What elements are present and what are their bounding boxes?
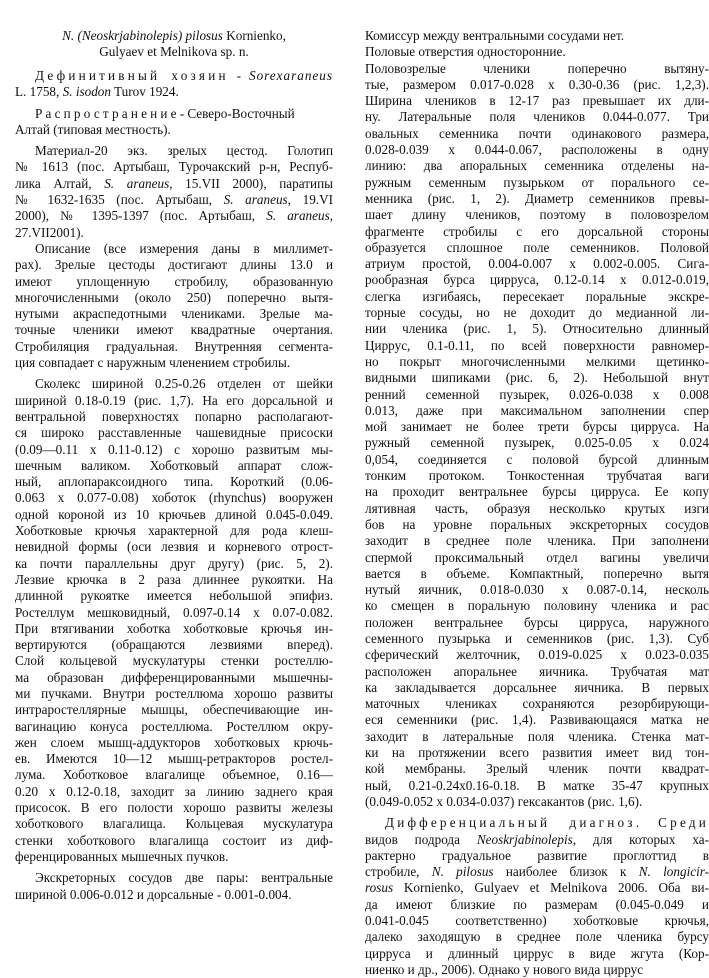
diagnosis-text: Среди [658, 815, 709, 831]
text-line: (0.09—0.11 x 0.11-0.12) с хорошо развитым мы- [15, 441, 333, 457]
text-line [365, 880, 709, 896]
diagnosis-label: Дифференциальный диагноз. [385, 815, 643, 831]
text-line: ференцированных мышечных пучков. [15, 848, 229, 864]
segments-paragraph [365, 61, 709, 811]
text-fragment: наиболее близок к [493, 864, 639, 880]
text-line: маточных члениках сохраняются резорбирующи- [365, 696, 709, 712]
text-line: Половозрелые членики поперечно вытяну- [365, 60, 709, 76]
text-line: 0.013, даже при максимальном заполнении спер [365, 402, 709, 418]
text-fragment: , 15.VII 2000), паратипы [169, 175, 334, 191]
text-line [365, 815, 709, 831]
text-line: шириной 0.006-0.012 и дорсальные - 0.001-0.004. [15, 886, 292, 902]
text-line: фрагменте стробилы с его дорсальной стороны [365, 223, 709, 239]
text-line: присосок. В его полости хорошо развиты железы [15, 800, 333, 816]
text-line: лятивная часть, образуя несколько крутых изги [365, 500, 709, 516]
text-line: да имеют близкие по размерам (0.045-0.049 и [365, 896, 709, 912]
text-line: одной короной из 10 крючьев длиной 0.045-0.049. [15, 506, 333, 522]
text-line: тонким протоком. Тонкостенная трубчатая ваги [365, 468, 709, 484]
text-line: ма образован дифференцированными мышечны- [15, 669, 333, 685]
text-line: шечным валиком. Хоботковый аппарат слож- [15, 457, 333, 473]
text-line: ный, аплопараксоидного типа. Короткий (0.06- [15, 474, 333, 490]
right-column [365, 0, 709, 978]
text-fragment: 2000), № 1395-1397 (пос. Артыбаш, [15, 208, 267, 224]
text-line: ренний семенной пузырек, 0.026-0.038 x 0.008 [365, 386, 709, 402]
text-line [365, 832, 709, 848]
host-paragraph [15, 68, 333, 101]
text-line: (0.049-0.052 x 0.034-0.037) гексакантов (рис. 1,6). [365, 793, 643, 809]
text-fragment: , для которых ха- [572, 831, 709, 847]
text-line: Ростеллум мешковидный, 0.097-0.14 x 0.07-0.082. [15, 604, 333, 620]
text-line: овальных семенника почти одинакового размера, [365, 125, 709, 141]
text-line: ев. Имеются 10—12 мышц-ретракторов ростел- [15, 751, 333, 767]
text-line [15, 106, 333, 122]
text-line: слегка изгибаясь, пересекает поральные экскре- [365, 288, 709, 304]
commissure-paragraph [365, 28, 709, 61]
text-line: расположен апоральнее яичника. Трубчатая мат [365, 663, 709, 679]
separator: - [228, 68, 249, 83]
text-line: рообразная бурса цирруса, 0.12-0.14 x 0.012-0.019, [365, 272, 709, 288]
host-species: Sorexaraneus [248, 68, 333, 83]
text-line: ружный семенной пузырек, 0.025-0.05 x 0.024 [365, 435, 709, 451]
text-line: семенного пузырька и семенников (рис. 1,3). Суб [365, 630, 709, 646]
text-line: спермой проксимальный отдел вагины увеличи [365, 549, 709, 565]
text-line: но покрыт многочисленными мелкими щетинко- [365, 353, 709, 369]
text-line: 0,054, соединяется с половой бурсой длинным [365, 451, 709, 467]
distribution-text: Северо-Восточный [187, 105, 295, 121]
title-line-2: Gulyaev et Melnikova sp. n. [99, 44, 249, 59]
text-line: Хоботковые крючья характерной для рода клеш- [15, 523, 333, 539]
text-line: Половые отверстия односторонние. [365, 44, 566, 60]
text-line: стенки хоботкового влагалища состоит из диф- [15, 832, 333, 848]
scolex-paragraph [15, 376, 333, 865]
text-line: точные членики имеют квадратные очертания. [15, 322, 333, 338]
text-line: 0.041-0.045 соответственно) хоботковые крючья, [365, 913, 709, 929]
text-line: Алтай (типовая местность). [15, 121, 171, 137]
text-fragment: видов подрода [365, 831, 477, 847]
text-line: Циррус, 0.1-0.11, по всей поверхности равномер- [365, 337, 709, 353]
text-line: цирруса и длинный циррус в виде жгута (Кор- [365, 945, 709, 961]
text-line: атриум простой, 0.004-0.007 x 0.002-0.005. Сига- [365, 256, 709, 272]
text-fragment: № 1632-1635 (пос. Артыбаш, [15, 192, 224, 208]
text-line: имеют уплощенную стробилу, образованную [15, 273, 333, 289]
text-line: на проходит вентральнее бурсы цирруса. Ее копу [365, 484, 709, 500]
text-line: вается в объеме. Компактный, поперечно вытя [365, 565, 709, 581]
text-line: хоботкового влагалища. Кольцевая мускулатура [15, 816, 333, 832]
text-line: ну. Латеральные поля члеников 0.044-0.077. Три [365, 109, 709, 125]
text-line: Ширина члеников в 12-17 раз превышает их дли- [365, 93, 709, 109]
text-fragment: Kornienko, Gulyaev et Melnikova 2006. Оба ви- [393, 880, 709, 896]
material-paragraph [15, 143, 333, 241]
text-line: еся семенники (рис. 1,4). Развивающаяся матка не [365, 712, 709, 728]
text-fragment: лика Алтай, [15, 175, 105, 191]
species-name: N. pilosus [431, 864, 494, 880]
text-line: бов на уровне поральных экскреторных сосудов [365, 516, 709, 532]
text-line: заходит в латеральные поля членика. Стенка мат- [365, 728, 709, 744]
text-line: вагинацию конуса ростеллюма. Ростеллюм окру- [15, 718, 333, 734]
text-line: торные сосуды, но не доходит до медианной ли- [365, 305, 709, 321]
text-line: 27.VII2001). [15, 224, 84, 240]
species-name: rosus [365, 880, 394, 896]
text-line: ка почти параллельны друг другу) (рис. 5, 2). [15, 555, 333, 571]
text-line [15, 176, 333, 192]
host-species-2: S. isodon [62, 84, 111, 100]
text-line: 0.063 x 0.077-0.08) хоботок (rhynchus) вооружен [15, 490, 333, 506]
text-line: многочисленными (около 250) поперечно вытя- [15, 289, 333, 305]
text-line: тые, размером 0.017-0.028 x 0.30-0.36 (рис. 1,2,3). [365, 76, 709, 92]
text-line: лума. Хоботковое влагалище объемное, 0.16— [15, 767, 333, 783]
text-line: ция совпадает с наружным членением стробилы. [15, 355, 291, 371]
text-line: образуется сплошное поле семенников. Половой [365, 239, 709, 255]
text-line: 0.028-0.039 x 0.044-0.067, расположены в одну [365, 142, 709, 158]
text-line: нии членика (рис. 1, 5). Относительно длинный [365, 321, 709, 337]
text-line: интраростеллярные мышцы, обеспечивающие ин- [15, 702, 333, 718]
text-line: заходит в среднее поле членика. При заполнени [365, 533, 709, 549]
description-paragraph [15, 241, 333, 371]
species-name: Neoskrjabinolepis [476, 831, 573, 847]
text-line: менника (рис. 1, 2). Диаметр семенников превы- [365, 190, 709, 206]
text-line: ми пучками. Внутри ростеллюма хорошо развиты [15, 685, 333, 701]
text-line [15, 208, 333, 224]
title-line-1 [15, 28, 333, 44]
species-name: N. longicir- [638, 864, 709, 880]
text-line: При втягивании хоботка хоботковые крючья ин- [15, 620, 333, 636]
diagnosis-paragraph [365, 815, 709, 978]
text-line [15, 192, 333, 208]
text-line: видными шипиками (рис. 6, 2). Небольшой внут [365, 370, 709, 386]
left-column [15, 0, 333, 903]
text-line: ки на протяжении всего развития имеет вид тон- [365, 745, 709, 761]
text-line: рах). Зрелые цестоды достигают длины 13.0 и [15, 257, 333, 273]
text-line: Материал-20 экз. зрелых цестод. Голотип [35, 143, 333, 159]
species-name: S. araneus [266, 208, 330, 224]
text-line: 0.20 x 0.12-0.18, заходит за линию заднего края [15, 783, 333, 799]
distribution-label: Распространение- [35, 105, 188, 121]
distribution-paragraph [15, 106, 333, 139]
text-line: Описание (все измерения даны в миллимет- [35, 240, 333, 256]
species-name: S. araneus [104, 175, 170, 191]
text-line [15, 68, 333, 84]
text-fragment: , [329, 208, 334, 224]
diagnosis-lines [365, 832, 709, 978]
text-line: ко смещен в поральную половину членика и рас [365, 598, 709, 614]
text-fragment: стробиле, [365, 864, 432, 880]
text-line: ся широко расставленные чашевидные присоски [15, 425, 333, 441]
species-name: S. araneus [223, 192, 288, 208]
species-title [15, 28, 333, 60]
text-line: Слой кольцевой мускулатуры стенки ростеллю- [15, 653, 333, 669]
text-line [365, 864, 709, 880]
species-name: N. (Neoskrjabinolepis) pilosus [62, 28, 223, 43]
text-line: нутыми акраспедотными члениками. Зрелые ма- [15, 306, 333, 322]
text-line: Комиссур между вентральными сосудами нет. [365, 28, 625, 43]
text-line: кой мембраны. Зрелый членик почти квадрат- [365, 761, 709, 777]
text-line: нутый яичник, 0.018-0.030 x 0.087-0.14, несколь [365, 582, 709, 598]
excretory-paragraph [15, 870, 333, 903]
text-line: шириной 0.18-0.19 (рис. 1,7). На его дорсальной и [15, 392, 333, 408]
host-label: Дефинитивный хозяин [35, 68, 229, 83]
authors-part-1: Kornienko, [226, 28, 286, 43]
text-line: Экскреторных сосудов две пары: вентральные [35, 870, 333, 886]
host-text: L. 1758, [15, 84, 63, 100]
text-line: вертируются (обращаются лезвиями вперед). [15, 637, 333, 653]
text-line: сферический желточник, 0.019-0.025 x 0.023-0.035 [365, 647, 709, 663]
text-line: длинной рукоятке имеется небольшой эпифиз. [15, 588, 333, 604]
text-line: Лезвие крючка в 2 раза длиннее рукоятки. На [15, 571, 333, 587]
text-line: далеко заходящую в среднее поле членика бурсу [365, 929, 709, 945]
text-line: жен слоем мышц-аддукторов хоботковых крючь- [15, 734, 333, 750]
text-line: положен вентральнее бурсы цирруса, наружного [365, 614, 709, 630]
host-text-2: Turov 1924. [110, 84, 179, 100]
text-line: ниенко и др., 2006). Однако у нового вида циррус [365, 961, 644, 977]
text-line: линию: два апоральных семенника отделены на- [365, 158, 709, 174]
text-line: Сколекс шириной 0.25-0.26 отделен от шейки [35, 376, 333, 392]
text-line: № 1613 (пос. Артыбаш, Турочакский р-н, Респуб- [15, 159, 333, 175]
text-line: ка закладывается дорсальнее яичника. В первых [365, 679, 709, 695]
text-line [15, 84, 333, 100]
text-line: рактерно градуальное развитие проглоттид в [365, 847, 709, 863]
text-line: шает длину члеников, поэтому в половозрелом [365, 207, 709, 223]
text-line: ный, 0.21-0.24x0.16-0.18. В матке 35-47 крупных [365, 777, 709, 793]
text-line: невидной формы (оси лезвия и корневого отрост- [15, 539, 333, 555]
text-fragment: , 19.VI [287, 192, 333, 208]
text-line: Стробиляция градуальная. Внутренняя сегмента- [15, 338, 333, 354]
text-line: мой занимает не более трети бурсы цирруса. На [365, 419, 709, 435]
text-line: ружным семенным пузырьком от порального се- [365, 174, 709, 190]
text-line: вентральной поверхностях попарно располагают- [15, 408, 333, 424]
